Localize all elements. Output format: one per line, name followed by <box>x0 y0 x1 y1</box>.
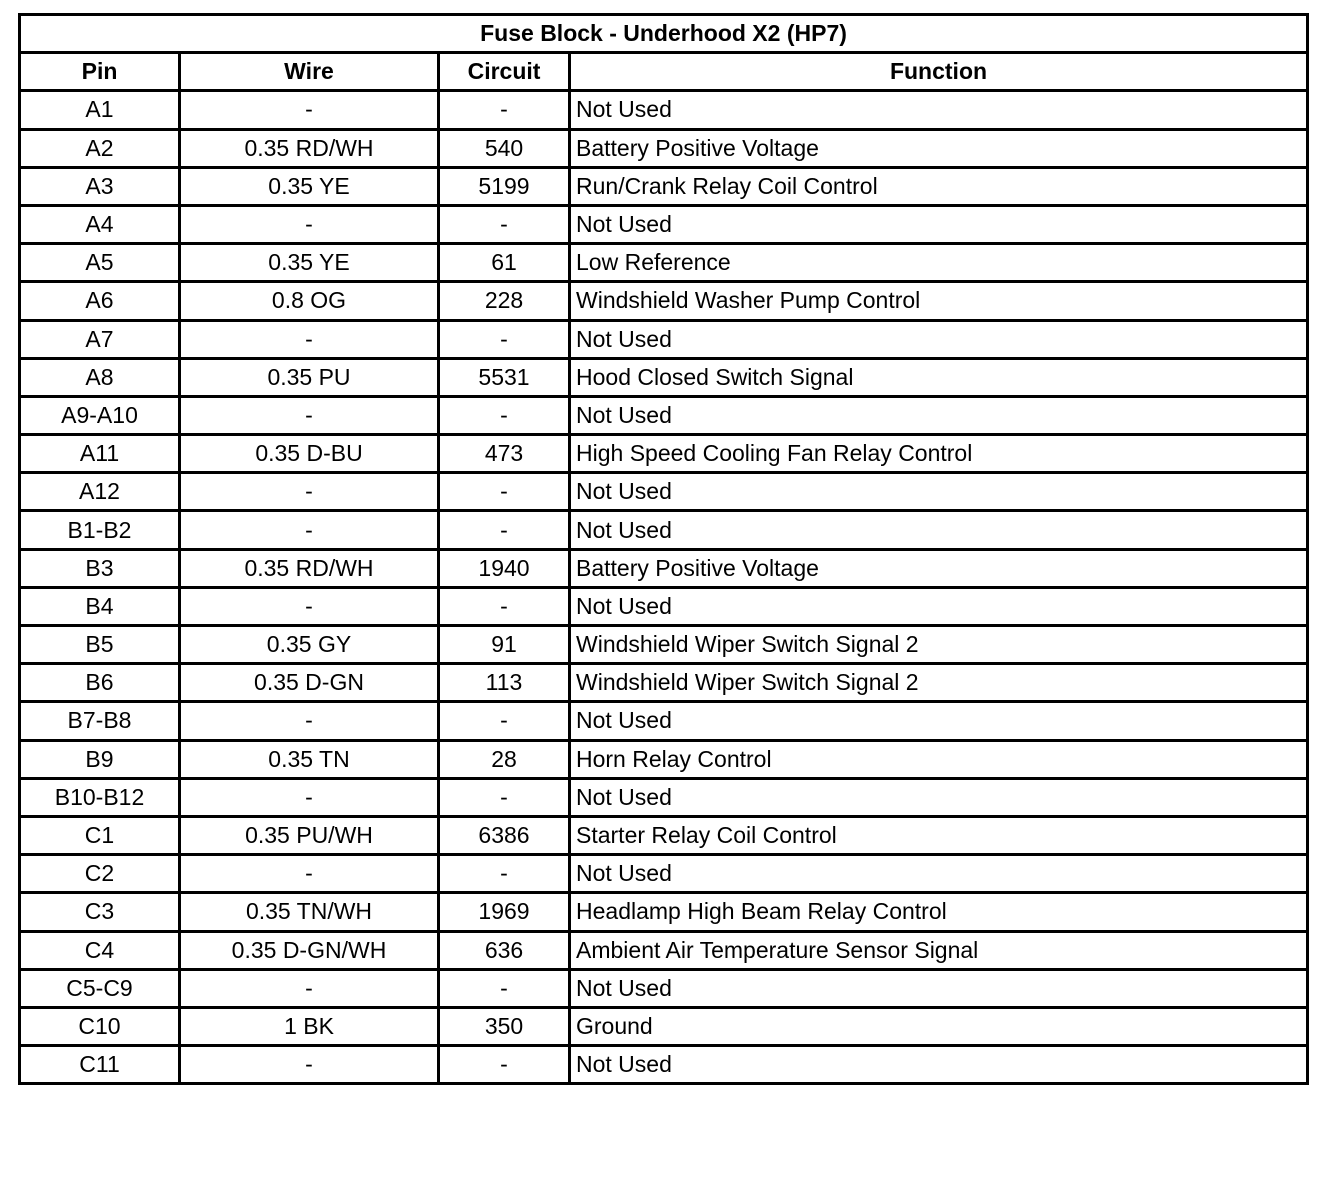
table-row <box>20 282 1308 320</box>
cell-wire: 1 BK <box>180 1007 439 1045</box>
cell-circuit: - <box>439 969 570 1007</box>
table-row <box>20 740 1308 778</box>
cell-pin: A2 <box>20 129 180 167</box>
cell-pin: B5 <box>20 626 180 664</box>
cell-pin: C10 <box>20 1007 180 1045</box>
cell-circuit: 5531 <box>439 358 570 396</box>
column-header-wire: Wire <box>180 53 439 91</box>
column-header-circuit: Circuit <box>439 53 570 91</box>
cell-function: Ground <box>570 1007 1308 1045</box>
cell-function: Ambient Air Temperature Sensor Signal <box>570 931 1308 969</box>
cell-pin: A8 <box>20 358 180 396</box>
cell-circuit: 28 <box>439 740 570 778</box>
cell-circuit: - <box>439 702 570 740</box>
table-row <box>20 969 1308 1007</box>
cell-circuit: - <box>439 205 570 243</box>
cell-wire: 0.35 D-GN/WH <box>180 931 439 969</box>
cell-pin: A12 <box>20 473 180 511</box>
cell-function: Battery Positive Voltage <box>570 129 1308 167</box>
cell-wire: - <box>180 778 439 816</box>
table-title: Fuse Block - Underhood X2 (HP7) <box>20 15 1308 53</box>
cell-function: Headlamp High Beam Relay Control <box>570 893 1308 931</box>
table-row <box>20 244 1308 282</box>
table-row <box>20 664 1308 702</box>
cell-pin: C4 <box>20 931 180 969</box>
table-row <box>20 587 1308 625</box>
cell-pin: B10-B12 <box>20 778 180 816</box>
column-header-function: Function <box>570 53 1308 91</box>
cell-function: High Speed Cooling Fan Relay Control <box>570 435 1308 473</box>
cell-pin: B3 <box>20 549 180 587</box>
cell-pin: A6 <box>20 282 180 320</box>
cell-circuit: 113 <box>439 664 570 702</box>
column-header-pin: Pin <box>20 53 180 91</box>
cell-function: Not Used <box>570 702 1308 740</box>
cell-function: Low Reference <box>570 244 1308 282</box>
cell-circuit: 636 <box>439 931 570 969</box>
cell-wire: 0.35 YE <box>180 244 439 282</box>
cell-function: Starter Relay Coil Control <box>570 816 1308 854</box>
cell-circuit: 1940 <box>439 549 570 587</box>
cell-circuit: 91 <box>439 626 570 664</box>
cell-circuit: - <box>439 473 570 511</box>
cell-function: Not Used <box>570 91 1308 129</box>
cell-wire: - <box>180 511 439 549</box>
cell-pin: A11 <box>20 435 180 473</box>
table-body <box>20 91 1308 1084</box>
table-row <box>20 473 1308 511</box>
cell-circuit: 6386 <box>439 816 570 854</box>
cell-wire: 0.35 RD/WH <box>180 129 439 167</box>
cell-pin: B9 <box>20 740 180 778</box>
cell-function: Not Used <box>570 396 1308 434</box>
cell-pin: B4 <box>20 587 180 625</box>
cell-wire: 0.35 D-BU <box>180 435 439 473</box>
cell-wire: - <box>180 1046 439 1084</box>
cell-circuit: 61 <box>439 244 570 282</box>
cell-function: Not Used <box>570 205 1308 243</box>
cell-pin: C5-C9 <box>20 969 180 1007</box>
cell-wire: - <box>180 855 439 893</box>
cell-wire: 0.35 PU/WH <box>180 816 439 854</box>
table-row <box>20 435 1308 473</box>
cell-wire: 0.8 OG <box>180 282 439 320</box>
cell-pin: C3 <box>20 893 180 931</box>
cell-function: Run/Crank Relay Coil Control <box>570 167 1308 205</box>
cell-circuit: - <box>439 511 570 549</box>
connector-pinout-table <box>18 13 1309 1085</box>
cell-wire: - <box>180 205 439 243</box>
cell-wire: 0.35 TN/WH <box>180 893 439 931</box>
table-row <box>20 129 1308 167</box>
cell-pin: A4 <box>20 205 180 243</box>
cell-circuit: 1969 <box>439 893 570 931</box>
cell-circuit: - <box>439 396 570 434</box>
cell-circuit: - <box>439 320 570 358</box>
cell-function: Hood Closed Switch Signal <box>570 358 1308 396</box>
table-row <box>20 893 1308 931</box>
cell-pin: C11 <box>20 1046 180 1084</box>
cell-circuit: 473 <box>439 435 570 473</box>
cell-function: Windshield Wiper Switch Signal 2 <box>570 626 1308 664</box>
cell-circuit: - <box>439 587 570 625</box>
table-row <box>20 816 1308 854</box>
cell-pin: A3 <box>20 167 180 205</box>
cell-circuit: 540 <box>439 129 570 167</box>
cell-function: Not Used <box>570 320 1308 358</box>
cell-function: Windshield Washer Pump Control <box>570 282 1308 320</box>
cell-wire: - <box>180 587 439 625</box>
table-row <box>20 511 1308 549</box>
cell-function: Not Used <box>570 969 1308 1007</box>
table-row <box>20 358 1308 396</box>
table-row <box>20 167 1308 205</box>
cell-pin: A7 <box>20 320 180 358</box>
table-row <box>20 396 1308 434</box>
cell-wire: - <box>180 396 439 434</box>
table-row <box>20 1046 1308 1084</box>
cell-wire: 0.35 D-GN <box>180 664 439 702</box>
table-row <box>20 931 1308 969</box>
cell-wire: - <box>180 969 439 1007</box>
table-row <box>20 549 1308 587</box>
cell-function: Not Used <box>570 511 1308 549</box>
cell-pin: B7-B8 <box>20 702 180 740</box>
cell-wire: 0.35 YE <box>180 167 439 205</box>
cell-pin: B1-B2 <box>20 511 180 549</box>
cell-pin: A5 <box>20 244 180 282</box>
cell-function: Not Used <box>570 473 1308 511</box>
cell-circuit: 5199 <box>439 167 570 205</box>
cell-function: Not Used <box>570 1046 1308 1084</box>
cell-wire: - <box>180 320 439 358</box>
cell-circuit: 350 <box>439 1007 570 1045</box>
table-row <box>20 626 1308 664</box>
cell-wire: 0.35 PU <box>180 358 439 396</box>
table-row <box>20 205 1308 243</box>
cell-circuit: - <box>439 1046 570 1084</box>
cell-wire: 0.35 GY <box>180 626 439 664</box>
cell-function: Not Used <box>570 778 1308 816</box>
cell-circuit: - <box>439 855 570 893</box>
cell-pin: C2 <box>20 855 180 893</box>
cell-pin: A1 <box>20 91 180 129</box>
cell-pin: C1 <box>20 816 180 854</box>
table-row <box>20 91 1308 129</box>
header-row <box>20 53 1308 91</box>
cell-wire: - <box>180 702 439 740</box>
table-row <box>20 702 1308 740</box>
cell-function: Windshield Wiper Switch Signal 2 <box>570 664 1308 702</box>
cell-wire: - <box>180 91 439 129</box>
cell-circuit: - <box>439 91 570 129</box>
cell-function: Horn Relay Control <box>570 740 1308 778</box>
cell-function: Battery Positive Voltage <box>570 549 1308 587</box>
table-row <box>20 855 1308 893</box>
title-row <box>20 15 1308 53</box>
cell-circuit: - <box>439 778 570 816</box>
cell-circuit: 228 <box>439 282 570 320</box>
cell-wire: 0.35 RD/WH <box>180 549 439 587</box>
cell-wire: 0.35 TN <box>180 740 439 778</box>
cell-wire: - <box>180 473 439 511</box>
cell-function: Not Used <box>570 587 1308 625</box>
cell-pin: B6 <box>20 664 180 702</box>
table-row <box>20 778 1308 816</box>
cell-function: Not Used <box>570 855 1308 893</box>
table-row <box>20 320 1308 358</box>
table-row <box>20 1007 1308 1045</box>
cell-pin: A9-A10 <box>20 396 180 434</box>
